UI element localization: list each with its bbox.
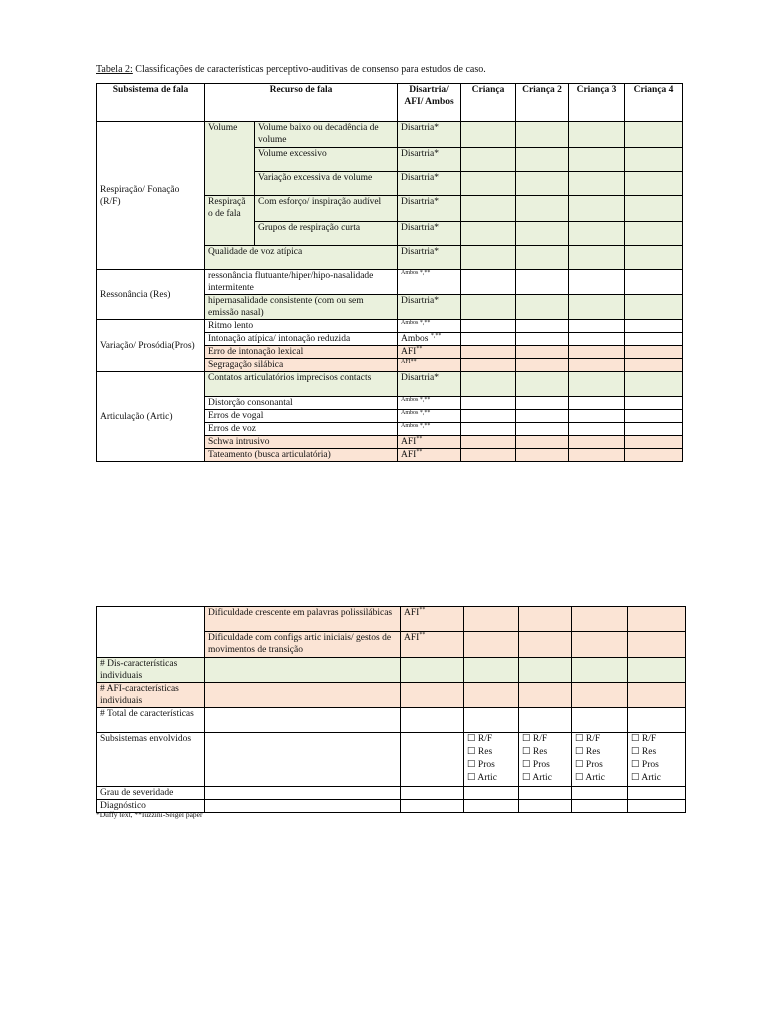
subgroup-volume: Volume bbox=[205, 122, 255, 196]
feature-cell: hipernasalidade consistente (com ou sem emissão nasal) bbox=[205, 295, 398, 320]
checkbox-label: Res bbox=[641, 747, 657, 757]
checkbox-label: Pros bbox=[585, 760, 603, 770]
table-row bbox=[97, 733, 686, 787]
summary-afi: # AFI-características individuais bbox=[97, 683, 205, 708]
checkbox-label: Artic bbox=[641, 773, 661, 783]
feature-cell: Dificuldade com configs artic iniciais/ gestos de movimentos de transição bbox=[205, 632, 401, 658]
checkbox-artic[interactable] bbox=[467, 772, 515, 785]
class-text: Ambos bbox=[401, 334, 429, 344]
class-sup: ** bbox=[419, 631, 426, 638]
summary-table bbox=[96, 606, 686, 813]
summary-total: # Total de características bbox=[97, 708, 205, 733]
class-cell: Disartria* bbox=[398, 148, 461, 172]
checkbox-icon: ☐ bbox=[467, 760, 476, 770]
feature-cell: Tateamento (busca articulatória) bbox=[205, 449, 398, 462]
header-recurso: Recurso de fala bbox=[205, 84, 398, 122]
feature-cell: Dificuldade crescente em palavras polissilábicas bbox=[205, 607, 401, 632]
checkbox-label: R/F bbox=[477, 734, 493, 744]
caption-text: Classificações de características perceptivo-auditivas de consenso para estudos de caso. bbox=[132, 64, 486, 75]
checkbox-icon: ☐ bbox=[467, 747, 476, 757]
class-sup: ** bbox=[416, 345, 423, 352]
feature-cell: Intonação atípica/ intonação reduzida bbox=[205, 333, 398, 346]
feature-cell: Distorção consonantal bbox=[205, 397, 398, 410]
checkbox-icon: ☐ bbox=[522, 773, 531, 783]
feature-cell: Variação excessiva de volume bbox=[255, 172, 398, 196]
class-cell: AFI** bbox=[398, 359, 461, 372]
checkbox-group-crianca-2 bbox=[519, 733, 572, 787]
class-cell: Disartria* bbox=[398, 122, 461, 148]
checkbox-icon: ☐ bbox=[631, 760, 640, 770]
group-artic: Articulação (Artic) bbox=[97, 372, 205, 462]
caption-prefix: Tabela 2: bbox=[96, 64, 133, 75]
checkbox-icon: ☐ bbox=[575, 734, 584, 744]
checkbox-label: Pros bbox=[641, 760, 659, 770]
summary-diagnostico: Diagnóstico bbox=[97, 800, 205, 813]
header-crianca-1: Criança bbox=[461, 84, 516, 122]
header-crianca-4: Criança 4 bbox=[625, 84, 683, 122]
class-cell bbox=[398, 449, 461, 462]
checkbox-label: Artic bbox=[532, 773, 552, 783]
checkbox-res[interactable] bbox=[467, 746, 515, 759]
checkbox-icon: ☐ bbox=[467, 773, 476, 783]
checkbox-icon: ☐ bbox=[575, 747, 584, 757]
header-crianca-3: Criança 3 bbox=[569, 84, 625, 122]
checkbox-label: Pros bbox=[532, 760, 550, 770]
checkbox-label: R/F bbox=[532, 734, 548, 744]
class-cell: Disartria* bbox=[398, 172, 461, 196]
table-row bbox=[97, 372, 683, 397]
table-row bbox=[97, 270, 683, 295]
class-text: AFI bbox=[401, 450, 417, 460]
group-pros: Variação/ Prosódia(Pros) bbox=[97, 320, 205, 372]
checkbox-label: Res bbox=[585, 747, 601, 757]
table-row bbox=[97, 658, 686, 683]
header-classificacao: Disartria/ AFI/ Ambos bbox=[398, 84, 461, 122]
feature-cell: Com esforço/ inspiração audível bbox=[255, 196, 398, 222]
checkbox-artic[interactable] bbox=[522, 772, 568, 785]
summary-subsistemas: Subsistemas envolvidos bbox=[97, 733, 205, 787]
table-row bbox=[97, 787, 686, 800]
checkbox-label: Res bbox=[532, 747, 548, 757]
checkbox-group-crianca-4 bbox=[628, 733, 686, 787]
checkbox-pros[interactable] bbox=[522, 759, 568, 772]
feature-cell: Grupos de respiração curta bbox=[255, 222, 398, 246]
class-cell: Ambos *,** bbox=[398, 320, 461, 333]
feature-cell: Schwa intrusivo bbox=[205, 436, 398, 449]
checkbox-label: R/F bbox=[585, 734, 601, 744]
group-res: Ressonância (Res) bbox=[97, 270, 205, 320]
checkbox-icon: ☐ bbox=[467, 734, 476, 744]
checkbox-icon: ☐ bbox=[631, 734, 640, 744]
checkbox-res[interactable] bbox=[575, 746, 624, 759]
class-sup: ** bbox=[416, 435, 423, 442]
table-row bbox=[97, 683, 686, 708]
summary-grau: Grau de severidade bbox=[97, 787, 205, 800]
class-cell: Ambos *,** bbox=[398, 270, 461, 295]
feature-cell: Segragação silábica bbox=[205, 359, 398, 372]
class-cell: Disartria* bbox=[398, 196, 461, 222]
checkbox-res[interactable] bbox=[631, 746, 682, 759]
checkbox-artic[interactable] bbox=[575, 772, 624, 785]
class-text: AFI bbox=[404, 608, 420, 618]
group-rf: Respiração/ Fonação (R/F) bbox=[97, 122, 205, 270]
table-row bbox=[97, 708, 686, 733]
checkbox-icon: ☐ bbox=[522, 760, 531, 770]
table-row bbox=[97, 320, 683, 333]
class-sup: ** bbox=[416, 448, 423, 455]
checkbox-label: Artic bbox=[477, 773, 497, 783]
checkbox-artic[interactable] bbox=[631, 772, 682, 785]
feature-cell: Erros de vogal bbox=[205, 410, 398, 423]
feature-cell: ressonância flutuante/hiper/hipo-nasalidade intermitente bbox=[205, 270, 398, 295]
feature-cell: Ritmo lento bbox=[205, 320, 398, 333]
class-cell: Disartria* bbox=[398, 246, 461, 270]
checkbox-group-crianca-3 bbox=[572, 733, 628, 787]
classification-table bbox=[96, 83, 683, 462]
checkbox-pros[interactable] bbox=[631, 759, 682, 772]
checkbox-rf[interactable] bbox=[522, 733, 568, 746]
class-cell bbox=[401, 607, 464, 632]
header-crianca-2: Criança 2 bbox=[516, 84, 569, 122]
class-cell bbox=[398, 436, 461, 449]
checkbox-icon: ☐ bbox=[575, 760, 584, 770]
header-row bbox=[97, 84, 683, 122]
checkbox-pros[interactable] bbox=[467, 759, 515, 772]
class-sup: ** bbox=[419, 606, 426, 613]
class-cell bbox=[401, 632, 464, 658]
checkbox-group-crianca-1 bbox=[464, 733, 519, 787]
class-text: AFI bbox=[404, 633, 420, 643]
checkbox-label: Artic bbox=[585, 773, 605, 783]
feature-cell: Erro de intonação lexical bbox=[205, 346, 398, 359]
checkbox-rf[interactable] bbox=[467, 733, 515, 746]
checkbox-icon: ☐ bbox=[631, 747, 640, 757]
summary-dis: # Dis-características individuais bbox=[97, 658, 205, 683]
class-cell: Ambos *,** bbox=[398, 423, 461, 436]
checkbox-icon: ☐ bbox=[575, 773, 584, 783]
table-row bbox=[97, 122, 683, 148]
class-sup: *,** bbox=[430, 332, 442, 339]
checkbox-label: Res bbox=[477, 747, 493, 757]
checkbox-icon: ☐ bbox=[522, 734, 531, 744]
checkbox-res[interactable] bbox=[522, 746, 568, 759]
feature-cell: Contatos articulatórios imprecisos contacts bbox=[205, 372, 398, 397]
feature-cell: Qualidade de voz atípica bbox=[205, 246, 398, 270]
header-subsistema: Subsistema de fala bbox=[97, 84, 205, 122]
class-cell: Disartria* bbox=[398, 222, 461, 246]
table-row bbox=[97, 607, 686, 632]
class-cell: Ambos *,** bbox=[398, 397, 461, 410]
checkbox-icon: ☐ bbox=[631, 773, 640, 783]
class-text: AFI bbox=[401, 347, 417, 357]
footnote: *Duffy text, **Iuzzini-Seigel paper bbox=[96, 810, 203, 819]
checkbox-label: Pros bbox=[477, 760, 495, 770]
checkbox-icon: ☐ bbox=[522, 747, 531, 757]
feature-cell: Volume excessivo bbox=[255, 148, 398, 172]
checkbox-label: R/F bbox=[641, 734, 657, 744]
feature-cell: Erros de voz bbox=[205, 423, 398, 436]
checkbox-rf[interactable] bbox=[631, 733, 682, 746]
class-cell bbox=[398, 333, 461, 346]
table-caption bbox=[96, 64, 486, 75]
subgroup-respiracao: Respiraçã o de fala bbox=[205, 196, 255, 246]
checkbox-rf[interactable] bbox=[575, 733, 624, 746]
class-cell: Disartria* bbox=[398, 295, 461, 320]
class-cell: Disartria* bbox=[398, 372, 461, 397]
class-text: AFI bbox=[401, 437, 417, 447]
feature-cell: Volume baixo ou decadência de volume bbox=[255, 122, 398, 148]
class-cell bbox=[398, 346, 461, 359]
checkbox-pros[interactable] bbox=[575, 759, 624, 772]
class-cell: Ambos *,** bbox=[398, 410, 461, 423]
